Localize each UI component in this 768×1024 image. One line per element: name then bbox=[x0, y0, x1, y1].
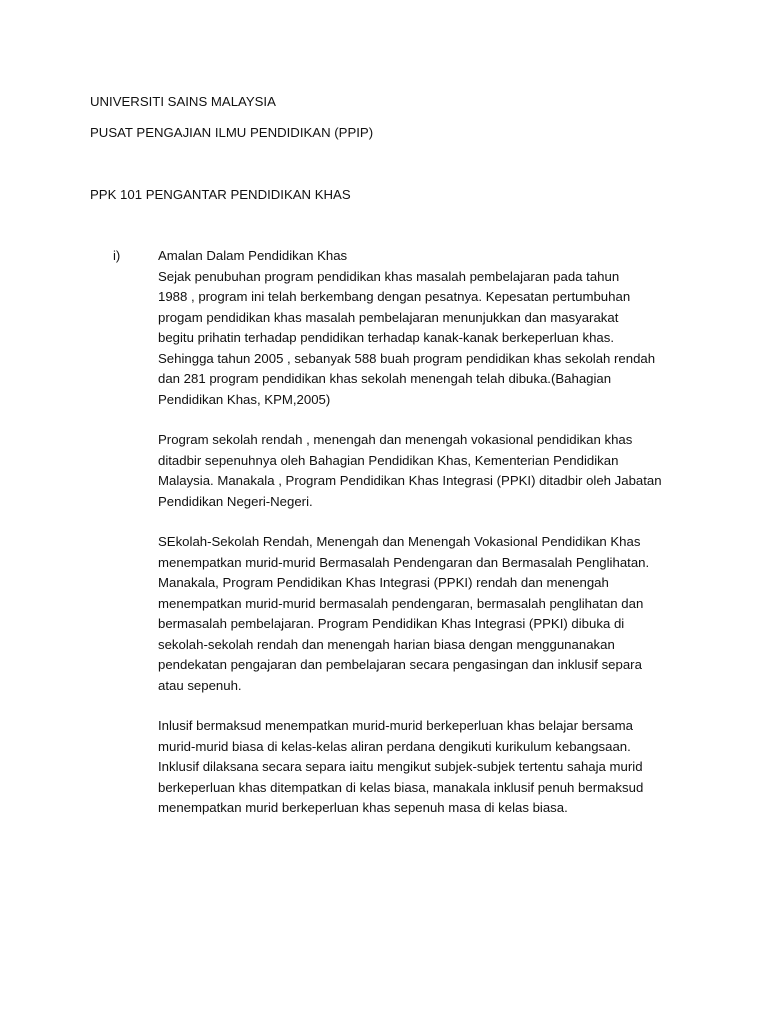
section-heading-and-paragraph-1 bbox=[158, 246, 698, 410]
paragraph-2-block bbox=[158, 430, 698, 512]
paragraph-3: SEkolah-Sekolah Rendah, Menengah dan Menengah Vokasional Pendidikan Khas menempatkan murid-murid Bermasalah Pendengaran dan Bermasalah Penglihatan. Manakala, Program Pendidikan Khas Integrasi (PPKI) rendah dan menengah menempatkan murid-murid bermasalah pendengaran, bermasalah penglihatan dan bermasalah pembelajaran. Program Pendidikan Khas Integrasi (PPKI) dibuka di sekolah-sekolah rendah dan menengah harian biasa dengan menggunanakan pendekatan pengajaran dan pembelajaran secara pengasingan dan inklusif separa atau sepenuh. bbox=[158, 534, 650, 693]
section-number: i) bbox=[113, 248, 121, 263]
course-title: PPK 101 PENGANTAR PENDIDIKAN KHAS bbox=[90, 187, 351, 202]
school-name: PUSAT PENGAJIAN ILMU PENDIDIKAN (PPIP) bbox=[90, 125, 374, 140]
paragraph-2: Program sekolah rendah , menengah dan menengah vokasional pendidikan khas ditadbir sepenuhnya oleh Bahagian Pendidikan Khas, Kementerian Pendidikan Malaysia. Manakala , Program Pendidikan Khas Integrasi (PPKI) ditadbir oleh Jabatan Pendidikan Negeri-Negeri. bbox=[158, 432, 662, 509]
paragraph-4: Inlusif bermaksud menempatkan murid-murid berkeperluan khas belajar bersama murid-murid biasa di kelas-kelas aliran perdana dengikuti kurikulum kebangsaan. Inklusif dilaksana secara separa iaitu mengikut subjek-subjek tertentu sahaja murid berkeperluan khas ditempatkan di kelas biasa, manakala inklusif penuh bermaksud menempatkan murid berkeperluan khas sepenuh masa di kelas biasa. bbox=[158, 718, 644, 815]
paragraph-1: Sejak penubuhan program pendidikan khas masalah pembelajaran pada tahun 1988 , program ini telah berkembang dengan pesatnya. Kepesatan pertumbuhan progam pendidikan khas masalah pembelajaran menunjukkan dan masyarakat begitu prihatin terhadap pendidikan terhadap kanak-kanak berkeperluan khas. Sehingga tahun 2005 , sebanyak 588 buah program pendidikan khas sekolah rendah dan 281 program pendidikan khas sekolah menengah telah dibuka.(Bahagian Pendidikan Khas, KPM,2005) bbox=[158, 268, 656, 407]
paragraph-3-block bbox=[158, 532, 698, 696]
paragraph-4-block bbox=[158, 716, 698, 819]
university-name: UNIVERSITI SAINS MALAYSIA bbox=[90, 94, 276, 109]
section-heading: Amalan Dalam Pendidikan Khas bbox=[158, 248, 348, 263]
